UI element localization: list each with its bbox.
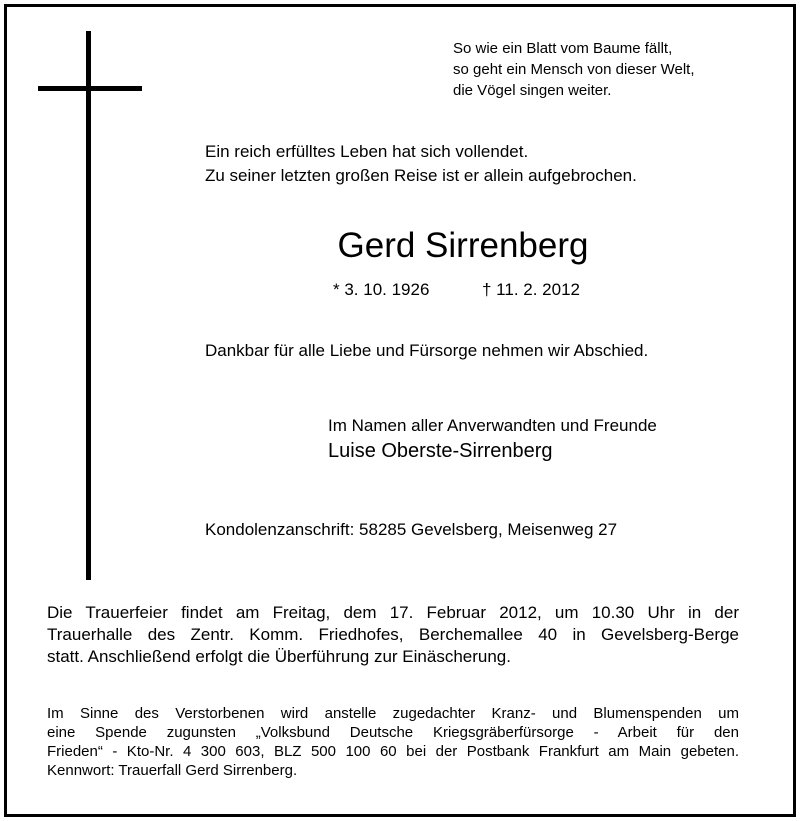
donation-paragraph	[47, 704, 739, 780]
cross-vertical-bar	[86, 31, 91, 580]
donation-line: Frieden“ - Kto-Nr. 4 300 603, BLZ 500 100 60 bei der Postbank Frankfurt am Main gebeten.	[47, 743, 739, 760]
donation-line: Kennwort: Trauerfall Gerd Sirrenberg.	[47, 762, 298, 779]
ceremony-line: Trauerhalle des Zentr. Komm. Friedhofes, Berchemallee 40 in Gevelsberg-Berge	[47, 625, 739, 644]
thanks-text: Dankbar für alle Liebe und Fürsorge nehmen wir Abschied.	[205, 341, 649, 360]
deceased-name: Gerd Sirrenberg	[337, 226, 589, 265]
poem	[453, 38, 695, 101]
poem-line: die Vögel singen weiter.	[453, 82, 612, 99]
on-behalf-text: Im Namen aller Anverwandten und Freunde	[328, 416, 657, 435]
ceremony-line: Die Trauerfeier findet am Freitag, dem 17. Februar 2012, um 10.30 Uhr in der	[47, 603, 739, 622]
intro-text	[205, 140, 637, 188]
ceremony-paragraph	[47, 602, 739, 668]
condolence-address: Kondolenzanschrift: 58285 Gevelsberg, Meisenweg 27	[205, 520, 618, 539]
donation-line: eine Spende zugunsten „Volksbund Deutsche Kriegsgräberfürsorge - Arbeit für den	[47, 724, 739, 741]
poem-line: so geht ein Mensch von dieser Welt,	[453, 61, 695, 78]
ceremony-line: statt. Anschließend erfolgt die Überführung zur Einäscherung.	[47, 647, 511, 666]
intro-line: Zu seiner letzten großen Reise ist er allein aufgebrochen.	[205, 166, 637, 185]
intro-line: Ein reich erfülltes Leben hat sich vollendet.	[205, 142, 529, 161]
signer-name: Luise Oberste-Sirrenberg	[328, 440, 553, 462]
poem-line: So wie ein Blatt vom Baume fällt,	[453, 40, 673, 57]
notice-frame	[4, 4, 796, 817]
donation-line: Im Sinne des Verstorbenen wird anstelle zugedachter Kranz- und Blumenspenden um	[47, 705, 739, 722]
cross-horizontal-bar	[38, 86, 142, 91]
death-date: † 11. 2. 2012	[482, 280, 580, 299]
birth-date: * 3. 10. 1926	[333, 280, 430, 299]
